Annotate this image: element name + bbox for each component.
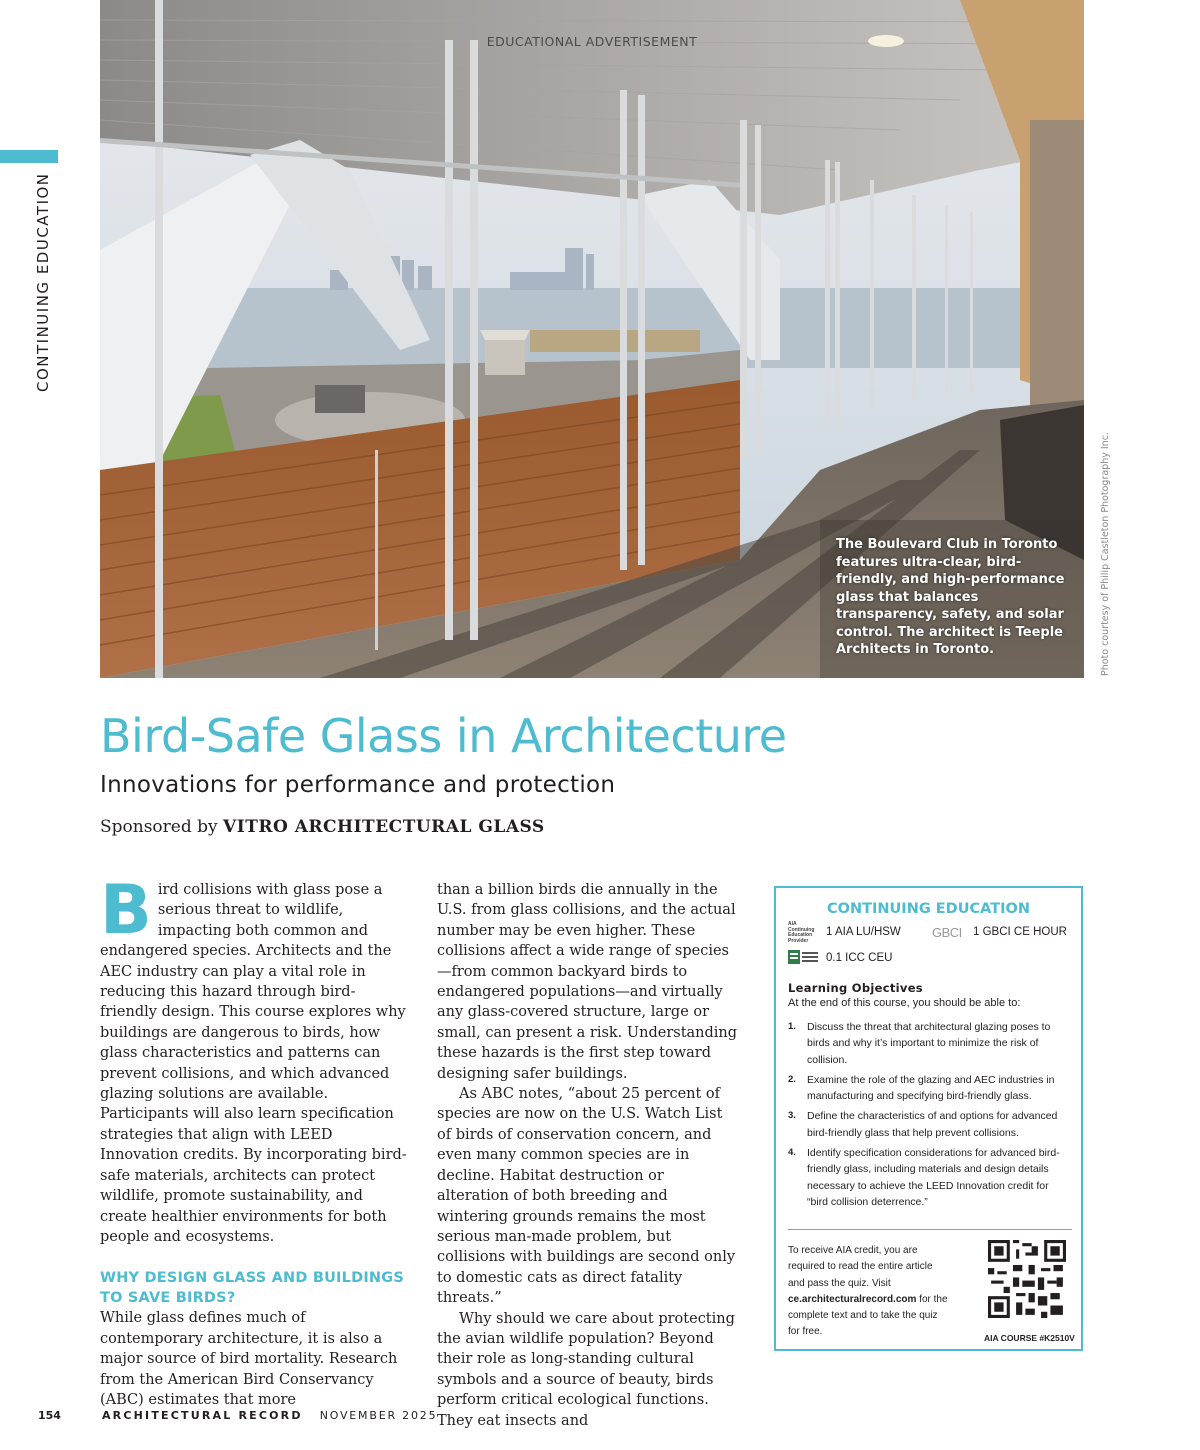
objective-item — [788, 1072, 1070, 1105]
body-paragraph: As ABC notes, “about 25 percent of species are now on the U.S. Watch List of birds of conservation concern, and even many common species are in decline. Habitat destruction or alteration of both breeding and wintering grounds remains the most serious man-made problem, but collisions with buildings are second only to domestic cats as direct fatality threats.” — [437, 1086, 736, 1307]
objective-number: 2. — [788, 1073, 796, 1085]
section-subhead: WHY DESIGN GLASS AND BUILDINGS TO SAVE BIRDS? — [100, 1270, 405, 1307]
article-subtitle: Innovations for performance and protection — [100, 772, 616, 798]
side-section-label: CONTINUING EDUCATION — [34, 172, 52, 392]
objective-text: Discuss the threat that architectural glazing poses to birds and why it’s important to minimize the risk of collision. — [807, 1021, 1051, 1066]
icc-credit: 0.1 ICC CEU — [826, 952, 893, 964]
objective-item — [788, 1019, 1070, 1068]
section-tab-bar — [0, 150, 58, 163]
sponsor-line — [100, 817, 545, 837]
objectives-intro: At the end of this course, you should be able to: — [788, 997, 1021, 1009]
body-paragraph: Why should we care about protecting the avian wildlife population? Beyond their role as long-standing cultural symbols and a source of beauty, birds perform critical ecological functions. They eat insects and — [437, 1310, 735, 1429]
ce-divider — [788, 1229, 1072, 1230]
objective-text: Define the characteristics of and options for advanced bird-friendly glass that help prevent collisions. — [807, 1110, 1058, 1139]
ce-website-link[interactable]: ce.architecturalrecord.com — [788, 1293, 917, 1305]
hero-photo — [100, 0, 1084, 678]
page-footer — [38, 1409, 437, 1422]
page-number: 154 — [38, 1409, 61, 1422]
course-code: AIA COURSE #K2510V — [984, 1333, 1075, 1343]
magazine-name: ARCHITECTURAL RECORD — [101, 1409, 303, 1422]
sponsor-prefix: Sponsored by — [100, 817, 218, 837]
objectives-title: Learning Objectives — [788, 981, 923, 995]
ce-credit-note — [788, 1243, 948, 1341]
ce-note-text: for the complete text and to take the quiz for free. — [788, 1293, 948, 1338]
photo-caption: The Boulevard Club in Toronto features ultra-clear, bird-friendly, and high-performance glass that balances transparency, safety, and solar control. The architect is Teeple Architects in Toronto. — [836, 537, 1065, 657]
objectives-list — [788, 1019, 1070, 1214]
sponsor-name: VITRO ARCHITECTURAL GLASS — [223, 817, 545, 837]
objective-item — [788, 1108, 1070, 1141]
aia-logo: AIA Continuing Education Provider — [788, 921, 815, 944]
drop-cap: B — [100, 871, 152, 950]
educational-ad-label: EDUCATIONAL ADVERTISEMENT — [486, 34, 698, 49]
body-column-1 — [100, 871, 410, 1410]
body-paragraph — [100, 871, 410, 1247]
objective-item — [788, 1145, 1070, 1210]
objective-text: Examine the role of the glazing and AEC industries in manufacturing and specifying bird-friendly glass. — [807, 1073, 1055, 1103]
photo-credit: Photo courtesy of Philip Castleton Photography Inc. — [1100, 432, 1111, 676]
qr-code-icon[interactable] — [988, 1240, 1066, 1318]
issue-date: NOVEMBER 2025 — [319, 1409, 438, 1422]
objective-number: 3. — [788, 1110, 796, 1122]
body-paragraph: While glass defines much of contemporary architecture, it is also a major source of bird mortality. Research from the American Bird Conservancy (ABC) estimates that more — [100, 1310, 398, 1408]
objective-number: 4. — [788, 1147, 796, 1159]
objective-text: Identify specification considerations for advanced bird-friendly glass, including materials and design details necessary to achieve the LEED Innovation credit for “bird collision deterrence.” — [807, 1147, 1060, 1208]
ce-heading: CONTINUING EDUCATION — [827, 901, 1030, 917]
icc-logo-icon — [788, 950, 818, 964]
gbci-logo: GBCI — [932, 925, 962, 940]
ce-note-text: To receive AIA credit, you are required to read the entire article and pass the quiz. Visit — [788, 1245, 933, 1289]
article-title: Bird-Safe Glass in Architecture — [100, 709, 787, 763]
gbci-credit: 1 GBCI CE HOUR — [973, 926, 1067, 938]
body-column-2 — [437, 880, 739, 1431]
objective-number: 1. — [788, 1021, 796, 1032]
continuing-education-box — [774, 886, 1083, 1351]
body-paragraph: than a billion birds die annually in the U.S. from glass collisions, and the actual number may be even higher. These collisions affect a wide range of species—from common backyard birds to endangered populations—and virtually any glass-covered structure, large or small, can present a risk. Understanding these hazards is the first step toward designing safer buildings. — [437, 882, 738, 1082]
intro-text: ird collisions with glass pose a serious threat to wildlife, impacting both common and endangered species. Architects and the AEC industry can play a vital role in reducing this hazard through bird-friendly design. This course explores why buildings are dangerous to birds, how glass characteristics and patterns can prevent collisions, and which advanced glazing solutions are available. Participants will also learn specification strategies that align with LEED Innovation credits. By incorporating bird-safe materials, architects can protect wildlife, promote sustainability, and create healthier environments for both people and ecosystems. — [100, 882, 407, 1245]
aia-credit: 1 AIA LU/HSW — [826, 926, 901, 938]
